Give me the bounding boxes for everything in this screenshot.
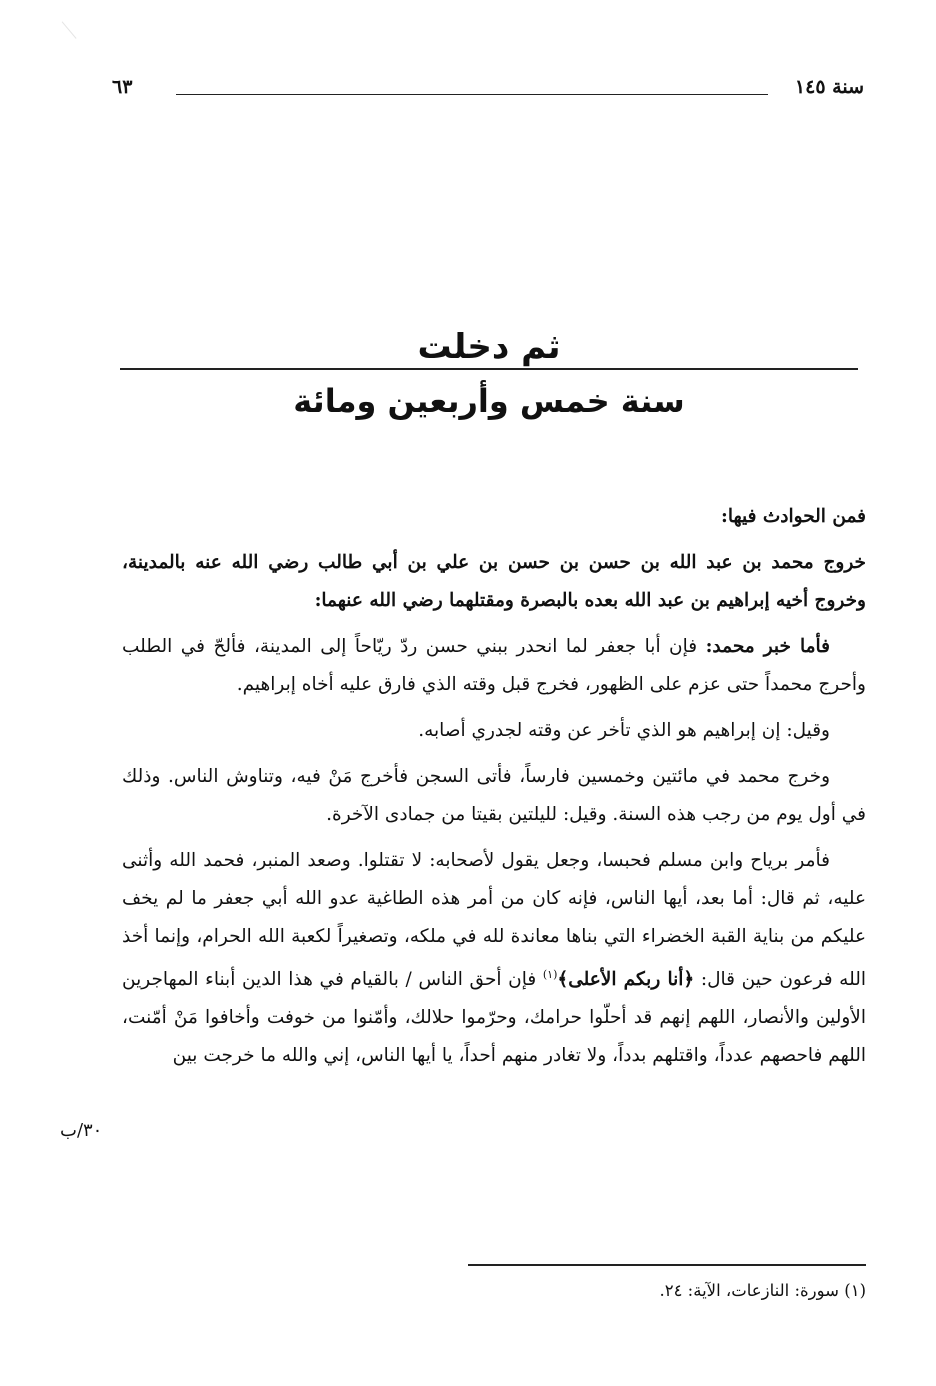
body-text <box>122 498 866 1083</box>
paragraph-lead: فأما خبر محمد: <box>705 636 830 657</box>
paragraph-intro: فمن الحوادث فيها: <box>721 506 866 527</box>
chapter-heading-line2: سنة خمس وأربعين ومائة <box>293 382 685 420</box>
chapter-heading-line1: ثم دخلت <box>417 327 561 367</box>
footnote-rule <box>468 1264 866 1266</box>
paragraph-text: فإن أبا جعفر لما انحدر ببني حسن ردّ ريّاحاً إلى المدينة، فألحّ في الطلب وأحرج محمداً حتى عزم على الظهور، فخرج قبل وقته الذي فارق عليه أخاه إبراهيم. <box>122 636 866 695</box>
sermon-text-a: فأمر برياح وابن مسلم فحبسا، وجعل يقول لأصحابه: لا تقتلوا. وصعد المنبر، فحمد الله وأثنى عليه، ثم قال: أما بعد، أيها الناس، فإنه كان من أمر هذه الطاغية عدو الله أبي جعفر ما لم يخف عليكم من بناية القبة الخضراء التي بناها معاندة لله في ملكه، وتصغيراً لكعبة الله الحرام، وإنما أخذ الله فرعون حين قال: <box>122 850 867 991</box>
footnote-ref: (١) <box>542 968 558 981</box>
paragraph-summary: خروج محمد بن عبد الله بن حسن بن حسن بن علي بن أبي طالب رضي الله عنه بالمدينة، وخروج أخيه إبراهيم بن عبد الله بعده بالبصرة ومقتلهما رضي الله عنهما: <box>122 552 866 611</box>
page-number: ٦٣ <box>112 76 133 98</box>
paragraph-sermon <box>122 842 866 1075</box>
quran-quote: ﴿أنا ربكم الأعلى﴾ <box>557 969 695 991</box>
footnote: (١) سورة: النازعات، الآية: ٢٤. <box>659 1281 866 1300</box>
chapter-rule <box>120 368 858 370</box>
running-header <box>112 74 864 108</box>
paragraph-uprising: وخرج محمد في مائتين وخمسين فارساً، فأتى السجن فأخرج مَنْ فيه، وتناوش الناس. وذلك في أول يوم من رجب هذه السنة. وقيل: لليلتين بقيتا من جمادى الآخرة. <box>122 766 866 825</box>
paragraph-ibrahim: وقيل: إن إبراهيم هو الذي تأخر عن وقته لجدري أصابه. <box>418 720 830 741</box>
chapter-heading <box>120 326 858 428</box>
sermon-text-b: فإن أحق الناس / بالقيام في هذا الدين أبناء المهاجرين الأولين والأنصار، اللهم إنهم قد أحلّوا حرامك، وحرّموا حلالك، وأمّنوا من خوفت وأخافوا مَنْ أمّنت، اللهم فاحصهم عدداً، واقتلهم بدداً، ولا تغادر منهم أحداً، يا أيها الناس، إني والله ما خرجت بين <box>122 969 866 1067</box>
margin-folio-note: ٣٠/ب <box>60 1120 103 1141</box>
header-rule <box>176 94 768 95</box>
paragraph-muhammad-news <box>122 628 866 704</box>
header-title: سنة ١٤٥ <box>794 76 864 98</box>
scan-artifact <box>62 7 94 39</box>
